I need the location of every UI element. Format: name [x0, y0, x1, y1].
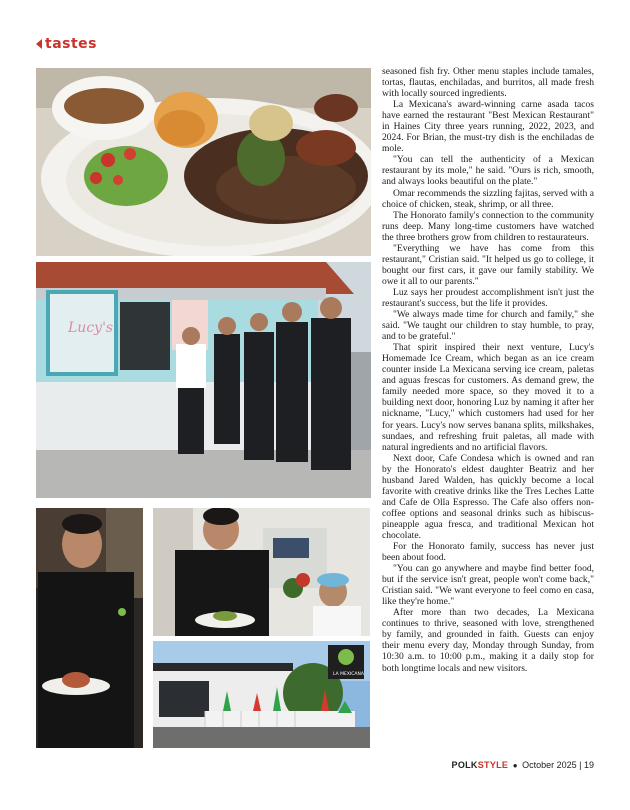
article-paragraph: La Mexicana's award-winning carne asada tacos have earned the restaurant "Best Mexican Restaurant" in Haines City three years running, 2022, 2023, and 2024. For Brian, the must-try dish is the enchiladas de mole.: [382, 99, 594, 155]
restaurant-sign-text: LA MEXICANA: [333, 672, 364, 677]
article-paragraph: The Honorato family's connection to the community runs deep. Many long-time customers have watched the three brothers grow from children to restaurateurs.: [382, 209, 594, 243]
article-paragraph: "You can go anywhere and maybe find better food, but if the service isn't great, people won't come back," Cristian said. "We want everyone to feel como en casa, like they're home.": [382, 563, 594, 608]
magazine-name-a: POLK: [451, 760, 478, 770]
chef-portrait-photo: [36, 508, 143, 748]
section-label: [36, 36, 97, 52]
bullet-icon: ●: [512, 761, 518, 770]
article-paragraph: "Everything we have has come from this restaurant," Cristian said. "It helped us go to college, it bought our first cars, it gave our family stability. We owe it all to our parents.": [382, 242, 594, 287]
restaurant-exterior-photo: [153, 641, 370, 748]
article-paragraph: Next door, Cafe Condesa which is owned and ran by the Honorato's eldest daughter Beatriz and her husband Jared Walden, has quickly become a local favorite with creative drinks like the Tres Leches Latte and Cafe de Olla Espresso. The Cafe also offers non-coffee options and seasonal drinks such as hibiscus-pineapple agua fresca, and traditional Mexican hot chocolate.: [382, 452, 594, 541]
article-paragraph: "You can tell the authenticity of a Mexican restaurant by its mole," he said. "Ours is rich, smooth, and always looks beautiful on the plate.": [382, 154, 594, 188]
family-storefront-photo: [36, 262, 371, 498]
article-paragraph: Omar recommends the sizzling fajitas, served with a choice of chicken, steak, shrimp, or all three.: [382, 187, 594, 210]
article-paragraph: That spirit inspired their next venture, Lucy's Homemade Ice Cream, which began as an ice cream counter inside La Mexicana serving ice cream, paletas and aguas frescas for customers. As demand grew, the family needed more space, so they moved it to a building next door, honoring Luz by naming it after her nickname, "Lucy," which customers had used for her for years. Lucy's now serves banana splits, milkshakes, sundaes, and refreshing fruit paletas, all made with natural ingredients and no artificial flavors.: [382, 342, 594, 453]
lucys-sign-text: Lucy's: [68, 320, 114, 336]
article-paragraph: Luz says her proudest accomplishment isn't just the restaurant's success, but the life it provides.: [382, 286, 594, 309]
chef-and-owner-photo: [153, 508, 370, 636]
magazine-name-b: STYLE: [477, 760, 509, 770]
article-body: [382, 66, 594, 756]
page-footer: [452, 760, 594, 770]
article-paragraph: seasoned fish fry. Other menu staples include tamales, tortas, flautas, enchiladas, and burritos, all made fresh with locally sourced ingredients.: [382, 66, 594, 100]
article-paragraph: For the Honorato family, success has never just been about food.: [382, 541, 594, 564]
issue-and-page: October 2025 | 19: [522, 760, 594, 770]
chevron-left-icon: [36, 39, 42, 49]
section-label-text: tastes: [45, 36, 97, 52]
food-plate-photo: [36, 68, 371, 256]
article-paragraph: "We always made time for church and family," she said. "We taught our children to stay humble, to pray, and to be grateful.": [382, 309, 594, 343]
article-paragraph: After more than two decades, La Mexicana continues to thrive, seasoned with love, strengthened by family, and grounded in faith. Guests can enjoy their menu every day, Monday through Sunday, from 10:30 a.m. to 10:00 p.m., making it a daily stop for both longtime locals and new visitors.: [382, 607, 594, 674]
